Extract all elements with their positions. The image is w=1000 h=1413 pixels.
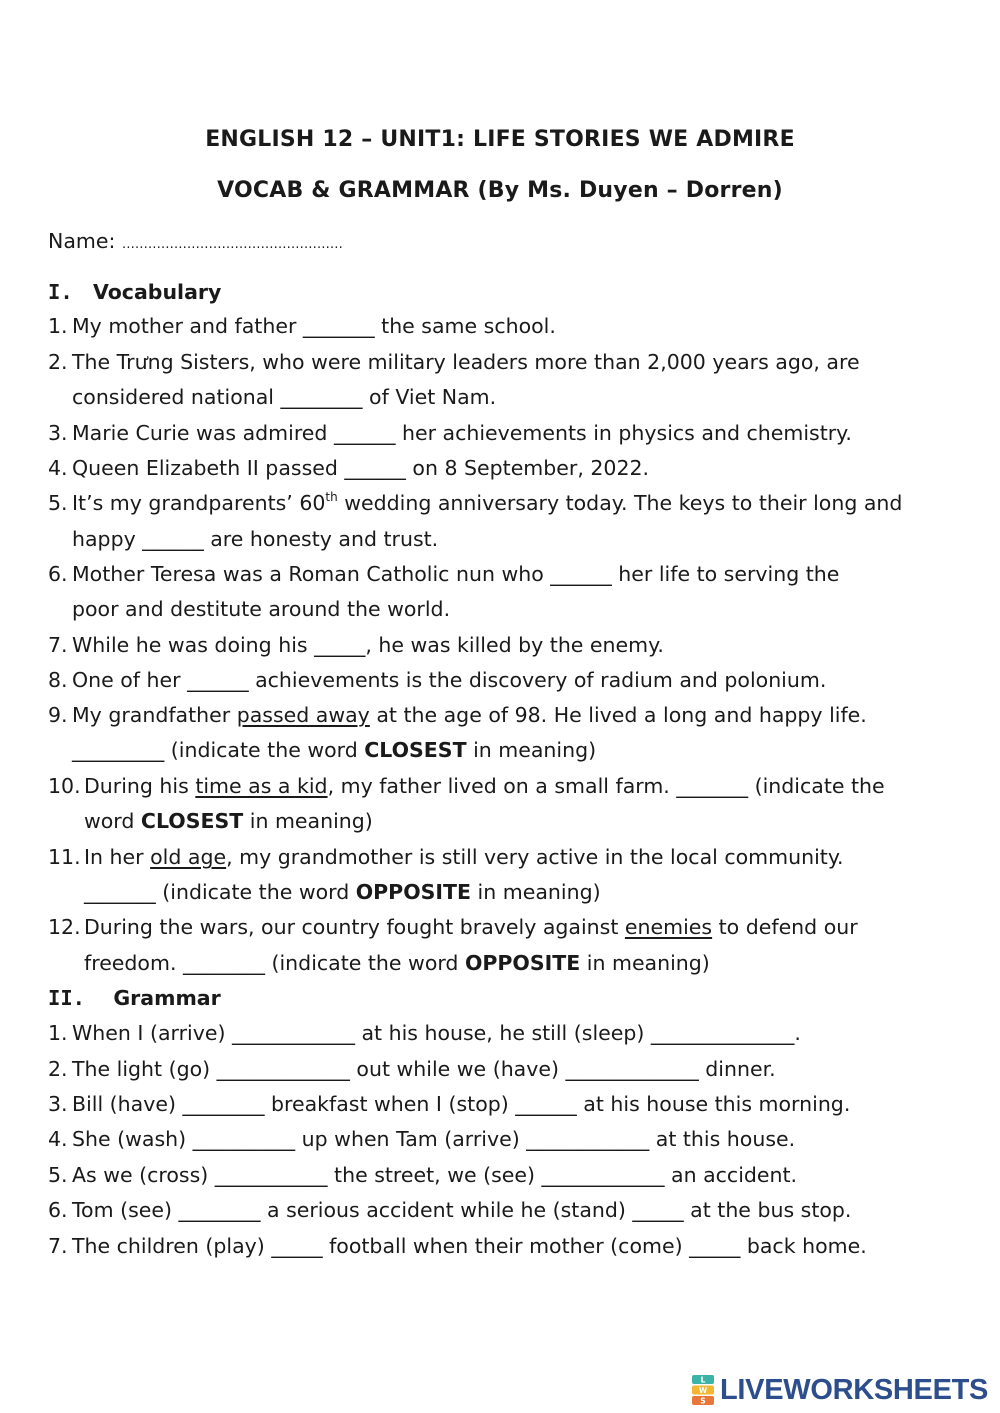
item-number: 2. bbox=[48, 1057, 68, 1081]
liveworksheets-logo[interactable] bbox=[692, 1372, 988, 1408]
instruction-text: in meaning) bbox=[466, 738, 597, 762]
name-label: Name: bbox=[48, 229, 116, 253]
vocab-item-3 bbox=[48, 421, 852, 445]
vocab-roman: I. bbox=[48, 280, 73, 304]
vocab-item-12 bbox=[48, 915, 858, 939]
question-text: Mother Teresa was a Roman Catholic nun who ______ her life to serving the bbox=[72, 562, 840, 586]
question-text: It’s my grandparents’ 60 bbox=[72, 491, 326, 515]
answer-blank[interactable]: _________ bbox=[72, 738, 165, 762]
keyword: OPPOSITE bbox=[355, 880, 472, 904]
vocab-item-7 bbox=[48, 633, 664, 657]
question-text: at the age of 98. He lived a long and happy life. bbox=[369, 703, 867, 727]
item-number: 8. bbox=[48, 668, 68, 692]
answer-blank[interactable]: _______ bbox=[84, 880, 156, 904]
question-text: wedding anniversary today. The keys to their long and bbox=[337, 491, 903, 515]
instruction-text: in meaning) bbox=[580, 951, 710, 975]
vocab-item-5-cont bbox=[72, 527, 438, 551]
vocab-item-12-cont bbox=[84, 951, 710, 975]
underlined-word: enemies bbox=[624, 915, 713, 939]
instruction-text: freedom. ________ (indicate the word bbox=[84, 951, 465, 975]
mark-letter: W bbox=[698, 1386, 708, 1396]
vocab-item-6-cont bbox=[72, 597, 450, 621]
question-text: My grandfather bbox=[72, 703, 237, 727]
grammar-roman: II. bbox=[48, 986, 86, 1010]
question-text: While he was doing his _____, he was killed by the enemy. bbox=[72, 633, 664, 657]
item-number: 6. bbox=[48, 562, 68, 586]
item-number: 4. bbox=[48, 1127, 68, 1151]
ordinal-suffix: th bbox=[325, 490, 338, 504]
question-text: , my father lived on a small farm. _______ (indicate the bbox=[327, 774, 885, 798]
vocab-item-1 bbox=[48, 314, 556, 338]
question-text: Queen Elizabeth II passed ______ on 8 September, 2022. bbox=[72, 456, 650, 480]
mark-letter: L bbox=[700, 1375, 706, 1385]
vocab-item-10-cont bbox=[84, 809, 373, 833]
item-number: 9. bbox=[48, 703, 68, 727]
item-number: 7. bbox=[48, 1234, 68, 1258]
question-text: Tom (see) ________ a serious accident while he (stand) _____ at the bus stop. bbox=[72, 1198, 852, 1222]
item-number: 6. bbox=[48, 1198, 68, 1222]
liveworksheets-mark-icon bbox=[692, 1375, 714, 1405]
vocab-item-11 bbox=[48, 845, 844, 869]
question-text: The light (go) _____________ out while we (have) _____________ dinner. bbox=[72, 1057, 776, 1081]
item-number: 1. bbox=[48, 314, 68, 338]
item-number: 3. bbox=[48, 421, 68, 445]
question-text: During his bbox=[84, 774, 196, 798]
underlined-word: passed away bbox=[236, 703, 370, 727]
vocab-item-5 bbox=[48, 491, 902, 515]
instruction-text: word bbox=[84, 809, 141, 833]
worksheet-title: ENGLISH 12 – UNIT1: LIFE STORIES WE ADMIRE bbox=[205, 127, 795, 152]
question-text: Bill (have) ________ breakfast when I (stop) ______ at his house this morning. bbox=[72, 1092, 851, 1116]
vocab-item-9-cont bbox=[72, 738, 596, 762]
instruction-text: (indicate the word bbox=[164, 738, 365, 762]
question-text: considered national ________ of Viet Nam. bbox=[72, 385, 497, 409]
vocab-item-2 bbox=[48, 350, 860, 374]
vocab-item-6 bbox=[48, 562, 839, 586]
vocab-item-8 bbox=[48, 668, 826, 692]
grammar-item-1 bbox=[48, 1021, 801, 1045]
question-text: The Trưng Sisters, who were military leaders more than 2,000 years ago, are bbox=[72, 350, 860, 374]
grammar-item-6 bbox=[48, 1198, 851, 1222]
name-dots: …………………………………………… bbox=[121, 237, 343, 252]
item-number: 3. bbox=[48, 1092, 68, 1116]
question-text: The children (play) _____ football when their mother (come) _____ back home. bbox=[72, 1234, 867, 1258]
grammar-heading bbox=[48, 986, 221, 1010]
underlined-word: time as a kid bbox=[195, 774, 328, 798]
question-text: In her bbox=[84, 845, 151, 869]
vocab-item-11-cont bbox=[84, 880, 601, 904]
vocab-item-9 bbox=[48, 703, 867, 727]
vocab-heading bbox=[48, 280, 221, 304]
vocab-item-2-cont bbox=[72, 385, 496, 409]
instruction-text: in meaning) bbox=[243, 809, 373, 833]
keyword: CLOSEST bbox=[140, 809, 244, 833]
question-text: My mother and father _______ the same school. bbox=[72, 314, 556, 338]
item-number: 12. bbox=[48, 915, 81, 939]
grammar-item-3 bbox=[48, 1092, 850, 1116]
name-line bbox=[48, 229, 343, 253]
grammar-heading-text: Grammar bbox=[113, 986, 221, 1010]
item-number: 1. bbox=[48, 1021, 68, 1045]
item-number: 11. bbox=[48, 845, 81, 869]
question-text: happy ______ are honesty and trust. bbox=[72, 527, 439, 551]
question-text: poor and destitute around the world. bbox=[72, 597, 451, 621]
instruction-text: (indicate the word bbox=[155, 880, 356, 904]
grammar-item-5 bbox=[48, 1163, 797, 1187]
question-text: Marie Curie was admired ______ her achievements in physics and chemistry. bbox=[72, 421, 852, 445]
item-number: 5. bbox=[48, 491, 68, 515]
item-number: 10. bbox=[48, 774, 81, 798]
item-number: 4. bbox=[48, 456, 68, 480]
item-number: 2. bbox=[48, 350, 68, 374]
mark-letter: S bbox=[700, 1396, 706, 1405]
liveworksheets-wordmark: LIVEWORKSHEETS bbox=[720, 1373, 989, 1406]
vocab-heading-text: Vocabulary bbox=[92, 280, 222, 304]
vocab-item-4 bbox=[48, 456, 649, 480]
question-text: As we (cross) ___________ the street, we (see) ____________ an accident. bbox=[72, 1163, 798, 1187]
grammar-item-4 bbox=[48, 1127, 795, 1151]
vocab-item-10 bbox=[48, 774, 885, 798]
keyword: CLOSEST bbox=[364, 738, 467, 762]
underlined-word: old age bbox=[150, 845, 227, 869]
question-text: During the wars, our country fought bravely against bbox=[84, 915, 625, 939]
instruction-text: in meaning) bbox=[471, 880, 601, 904]
question-text: She (wash) __________ up when Tam (arrive) ____________ at this house. bbox=[72, 1127, 796, 1151]
keyword: OPPOSITE bbox=[464, 951, 581, 975]
worksheet-subtitle: VOCAB & GRAMMAR (By Ms. Duyen – Dorren) bbox=[217, 178, 783, 203]
grammar-item-2 bbox=[48, 1057, 776, 1081]
grammar-item-7 bbox=[48, 1234, 867, 1258]
question-text: One of her ______ achievements is the discovery of radium and polonium. bbox=[72, 668, 827, 692]
question-text: to defend our bbox=[712, 915, 858, 939]
question-text: When I (arrive) ____________ at his house, he still (sleep) ______________. bbox=[72, 1021, 801, 1045]
item-number: 5. bbox=[48, 1163, 68, 1187]
item-number: 7. bbox=[48, 633, 68, 657]
question-text: , my grandmother is still very active in the local community. bbox=[226, 845, 844, 869]
